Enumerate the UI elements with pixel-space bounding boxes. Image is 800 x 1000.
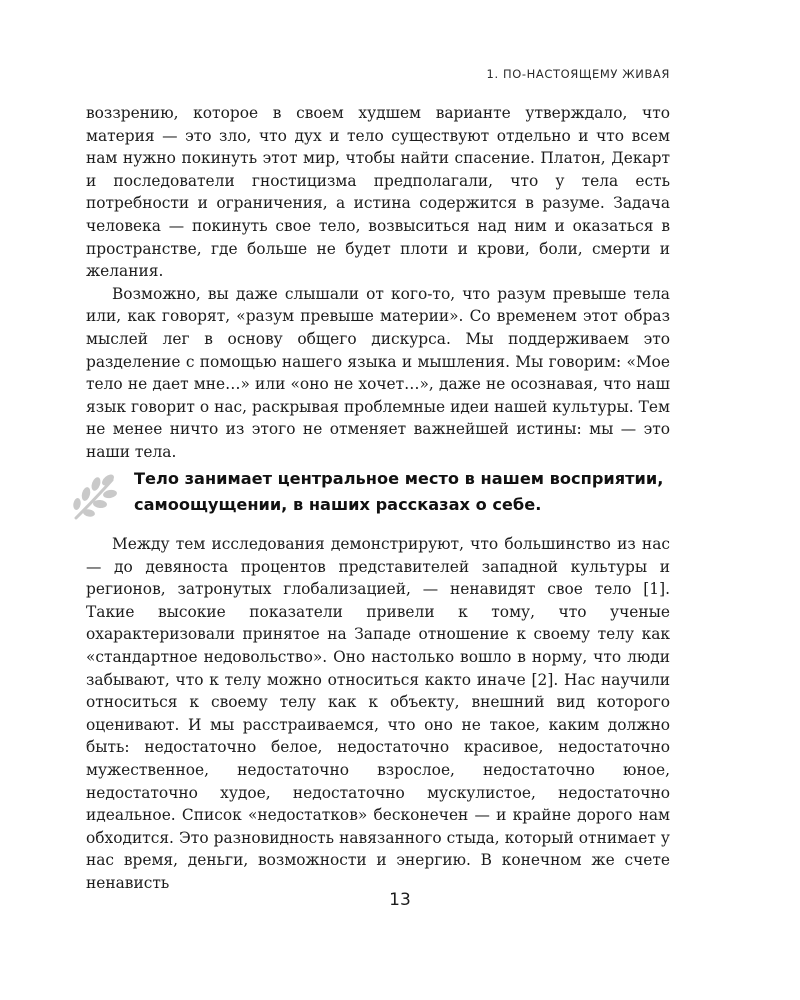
text-block-top [86, 102, 670, 464]
paragraph-2: Возможно, вы даже слышали от кого-то, что разум превыше тела или, как говорят, «разум превыше материи». Со временем этот образ мыслей лег в основу общего дискурса. Мы поддерживаем это разделение с помощью нашего языка и мышления. Мы говорим: «Мое тело не дает мне…» или «оно не хочет…», даже не осознавая, что наш язык говорит о нас, раскрывая проблемные идеи нашей культуры. Тем не менее ничто из этого не отменяет важнейшей истины: мы — это наши тела. [86, 284, 670, 461]
pull-quote: Тело занимает центральное место в нашем восприятии, самоощущении, в наших рассказах о себе. [134, 469, 664, 514]
paragraph-1: воззрению, которое в своем худшем варианте утверждало, что материя — это зло, что дух и тело существуют отдельно и что всем нам нужно покинуть этот мир, чтобы найти спасение. Платон, Декарт и последователи гностицизма предполагали, что у тела есть потребности и ограничения, а истина содержится в разуме. Задача человека — покинуть свое тело, возвыситься над ним и оказаться в пространстве, где больше не будет плоти и крови, боли, смерти и желания. [86, 104, 670, 281]
running-head: 1. ПО-НАСТОЯЩЕМУ ЖИВАЯ [486, 67, 670, 81]
text-block-bottom [86, 533, 670, 895]
paragraph-3: Между тем исследования демонстрируют, что большинство из нас — до девяноста процентов представителей западной культуры и регионов, затронутых глобализацией, — ненавидят свое тело [1]. Такие высокие показатели привели к тому, что ученые охарактеризовали принятое на Западе отношение к своему телу как «стандартное недовольство». Оно настолько вошло в норму, что люди забывают, что к телу можно относиться както иначе [2]. Нас научили относиться к своему телу как к объекту, внешний вид которого оценивают. И мы расстраиваемся, что оно не такое, каким должно быть: недостаточно белое, недостаточно красивое, недостаточно мужественное, недостаточно взрослое, недостаточно юное, недостаточно худое, недостаточно мускулистое, недостаточно идеальное. Список «недостатков» бесконечен — и крайне дорого нам обходится. Это разновидность навязанного стыда, который отнимает у нас время, деньги, возможности и энергию. В конечном же счете ненависть [86, 535, 670, 892]
page-number: 13 [389, 890, 411, 910]
leaf-ornament-icon [70, 472, 122, 524]
